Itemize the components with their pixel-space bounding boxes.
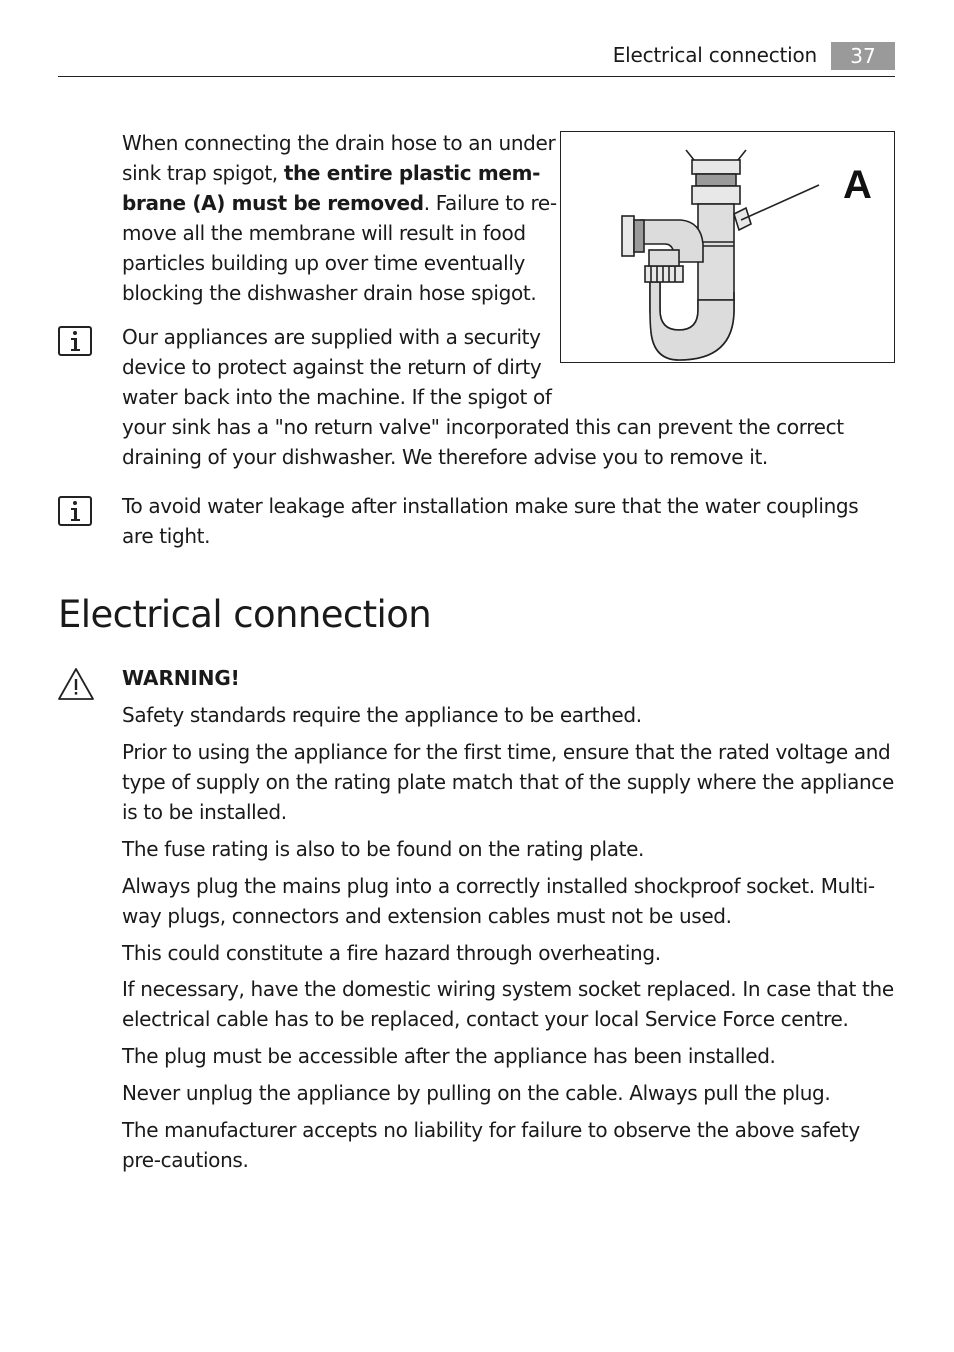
membrane-emphasis-b: brane (A) must be removed: [122, 191, 424, 215]
warning-label: WARNING!: [122, 666, 240, 690]
safety-paragraph: Prior to using the appliance for the first time, ensure that the rated voltage and type of supply on the rating plate match that of the supply where the appliance is to be installed.: [122, 740, 894, 824]
safety-paragraph: The manufacturer accepts no liability for failure to observe the above safety pre-cautions.: [122, 1118, 860, 1172]
warning-icon: [57, 666, 95, 702]
info-icon: [58, 496, 92, 526]
header-section-title: Electrical connection: [612, 43, 817, 67]
safety-paragraph: Always plug the mains plug into a correctly installed shockproof socket. Multi-way plugs, connectors and extension cables must not be used.: [122, 874, 875, 928]
section-title: Electrical connection: [58, 593, 432, 636]
membrane-label: A: [843, 163, 872, 207]
safety-paragraph: Safety standards require the appliance to be earthed.: [122, 703, 642, 727]
water-leakage-note: To avoid water leakage after installation make sure that the water couplings are tight.: [122, 494, 859, 548]
safety-paragraph: If necessary, have the domestic wiring system socket replaced. In case that the electrical cable has to be replaced, contact your local Service Force centre.: [122, 977, 894, 1031]
safety-paragraph: The plug must be accessible after the appliance has been installed.: [122, 1044, 776, 1068]
page-number: 37: [831, 42, 895, 70]
no-return-valve-note: Our appliances are supplied with a security device to protect against the return of dirty water back into the machine. If the spigot of your sink has a "no return valve" incorporated this can prevent the correct draining of your dishwasher. We therefore advise you to remove it.: [122, 325, 844, 469]
safety-paragraph: This could constitute a fire hazard through overheating.: [122, 941, 661, 965]
safety-paragraph: Never unplug the appliance by pulling on the cable. Always pull the plug.: [122, 1081, 831, 1105]
membrane-emphasis-a: the entire plastic mem-: [283, 161, 541, 185]
drain-membrane-paragraph: When connecting the drain hose to an under sink trap spigot, the entire plastic mem- brane (A) must be removed. Failure to re- move all the membrane will result in food particles building up over time eventually blocking the dishwasher drain hose spigot.: [122, 131, 557, 305]
page-header: [58, 40, 895, 77]
info-icon: [58, 326, 92, 356]
safety-paragraph: The fuse rating is also to be found on the rating plate.: [122, 837, 645, 861]
